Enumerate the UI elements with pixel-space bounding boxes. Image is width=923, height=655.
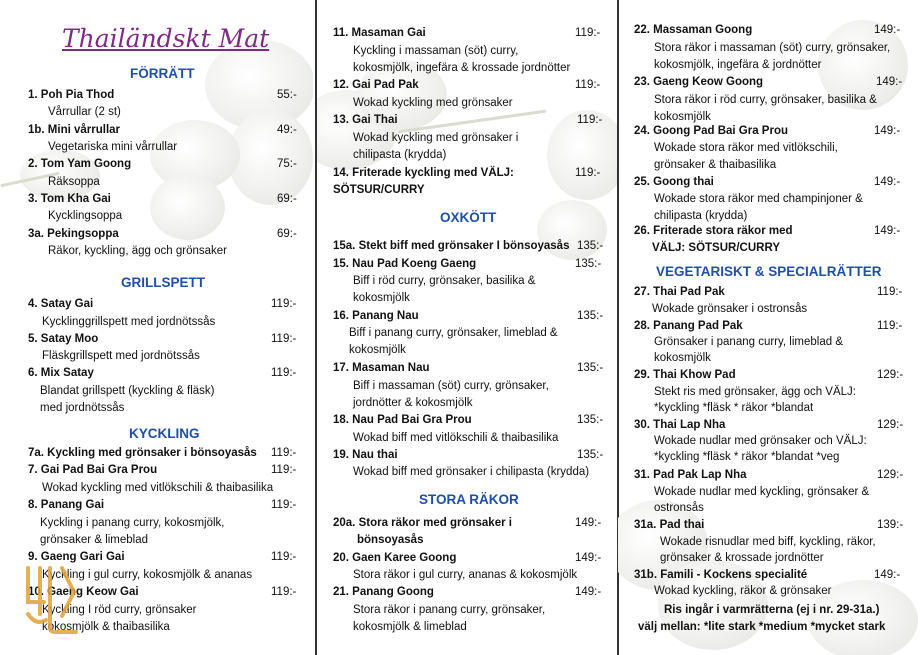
dish-description: Biff i röd curry, grönsaker, basilika & [353,275,536,287]
dish-name: 26. Friterade stora räkor med [634,225,793,237]
dish-description: kokosmjölk [349,344,406,356]
dish-description: Stora räkor i panang curry, grönsaker, [353,604,546,616]
dish-description: Grönsaker i panang curry, limeblad & [654,336,843,348]
dish-name: 5. Satay Moo [28,333,99,345]
dish-price: 119:- [271,298,297,310]
dish-description: Stora räkor i massaman (söt) curry, grönsaker, [654,42,891,54]
dish-price: 149:- [575,552,602,564]
dish-description: Blandat grillspett (kyckling & fläsk) [40,385,215,397]
dish-name: 14. Friterade kyckling med VÄLJ: [333,167,514,179]
dish-name: 25. Goong thai [634,176,714,188]
dish-description: Stora räkor i gul curry, ananas & kokosmjölk [353,569,578,581]
dish-description: kokosmjölk & limeblad [353,621,467,633]
dish-name: 15a. Stekt biff med grönsaker I bönsoyasås [333,240,570,252]
dish-description: Kycklingsoppa [48,210,123,222]
dish-name-continued: VÄLJ: SÖTSUR/CURRY [652,242,780,254]
dish-description: Wokade nudlar med grönsaker och VÄLJ: [654,435,867,447]
dish-price: 55:- [277,89,297,101]
dish-description: Wokad kyckling, räkor & grönsaker [654,585,832,597]
dish-description: Räksoppa [48,176,100,188]
menu-title: Thailändskt Mat [62,24,270,53]
dish-price: 49:- [277,124,297,136]
dish-description: Wokad kyckling med vitlökschili & thaibasilika [42,482,274,494]
dish-description: Wokad biff med grönsaker i chilipasta (krydda) [353,466,590,478]
dish-price: 135:- [577,414,604,426]
dish-description: kokosmjölk [353,292,410,304]
dish-price: 149:- [876,76,903,88]
dish-description: Fläskgrillspett med jordnötssås [42,350,200,362]
dish-name: 2. Tom Yam Goong [28,158,132,170]
dish-name: 7. Gai Pad Bai Gra Prou [28,464,158,476]
dish-name: 4. Satay Gai [28,298,94,310]
dish-name: 27. Thai Pad Pak [634,286,725,298]
dish-description: Kyckling i panang curry, kokosmjölk, [40,517,225,529]
dish-price: 129:- [877,419,904,431]
dish-description: Räkor, kyckling, ägg och grönsaker [48,245,227,257]
dish-name: 8. Panang Gai [28,499,105,511]
section-heading-kyckling: KYCKLING [129,426,200,441]
dish-price: 149:- [874,125,901,137]
dish-price: 119:- [575,27,601,39]
dish-name: 1b. Mini vårrullar [28,124,121,136]
dish-description: chilipasta (krydda) [353,149,447,161]
dish-name-continued: bönsoyasås [357,534,424,546]
dish-name: 31. Pad Pak Lap Nha [634,469,747,481]
spice-level-note: välj mellan: *lite stark *medium *mycket stark [638,621,886,633]
dish-price: 119:- [577,114,603,126]
dish-description: kokosmjölk, ingefära & krossade jordnötter [353,62,571,74]
dish-price: 119:- [271,367,297,379]
dish-name: 7a. Kyckling med grönsaker i bönsoyasås [28,447,257,459]
dish-name: 22. Massaman Goong [634,24,753,36]
dish-description: *kyckling *fläsk * räkor *blandat *veg [654,451,840,463]
dish-price: 135:- [577,240,604,252]
dish-name: 16. Panang Nau [333,310,419,322]
dish-description: Biff i panang curry, grönsaker, limeblad & [349,327,558,339]
section-heading-vegetariskt: VEGETARISKT & SPECIALRÄTTER [656,264,882,279]
dish-description: Vegetariska mini vårrullar [48,141,178,153]
dish-name: 19. Nau thai [333,449,398,461]
dish-description: Kyckling i gul curry, kokosmjölk & ananas [42,569,253,581]
dish-name: 20. Gaen Karee Goong [333,552,457,564]
dish-price: 129:- [877,369,904,381]
dish-price: 119:- [271,447,297,459]
dish-description: Wokade stora räkor med vitlökschili, [654,142,838,154]
restaurant-logo [22,562,82,634]
dish-description: grönsaker & krossade jordnötter [660,552,824,564]
dish-description: Wokade risnudlar med biff, kyckling, räkor, [660,536,876,548]
section-heading-oxkott: OXKÖTT [440,210,497,225]
dish-name: 17. Masaman Nau [333,362,430,374]
dish-description: Kycklinggrillspett med jordnötssås [42,316,216,328]
menu-column-2 [315,0,619,655]
dish-name: 3a. Pekingsoppa [28,228,119,240]
dish-name: 6. Mix Satay [28,367,94,379]
dish-description: Wokade stora räkor med champinjoner & [654,193,863,205]
dish-name: 24. Goong Pad Bai Gra Prou [634,125,789,137]
section-heading-grillspett: GRILLSPETT [121,275,205,290]
dish-price: 119:- [271,551,297,563]
menu-column-3 [618,0,923,655]
dish-name: 18. Nau Pad Bai Gra Prou [333,414,472,426]
dish-description: Wokad kyckling med grönsaker [353,97,513,109]
dish-name: 31a. Pad thai [634,519,705,531]
dish-name: 13. Gai Thai [333,114,398,126]
dish-description: kokosmjölk [654,111,711,123]
dish-description: Stora räkor i röd curry, grönsaker, basilika & [654,94,877,106]
dish-price: 119:- [271,333,297,345]
dish-description: ostronsås [654,502,704,514]
dish-name: 21. Panang Goong [333,586,434,598]
dish-description: kokosmjölk [654,352,711,364]
dish-description: Stekt ris med grönsaker, ägg och VÄLJ: [654,386,856,398]
dish-description: med jordnötssås [40,402,125,414]
dish-name: 3. Tom Kha Gai [28,193,111,205]
menu-column-1 [0,0,313,655]
dish-price: 75:- [277,158,297,170]
dish-price: 135:- [575,258,602,270]
dish-description: *kyckling *fläsk * räkor *blandat [654,402,814,414]
dish-name: 29. Thai Khow Pad [634,369,736,381]
dish-description: Vårrullar (2 st) [48,106,121,118]
dish-description: kokosmjölk, ingefära & jordnötter [654,59,822,71]
dish-price: 119:- [575,167,601,179]
dish-name: 9. Gaeng Gari Gai [28,551,125,563]
dish-description: jordnötter & kokosmjölk [353,397,473,409]
dish-description: Wokade nudlar med kyckling, grönsaker & [654,486,870,498]
dish-price: 119:- [877,320,903,332]
rice-note: Ris ingår i varmrätterna (ej i nr. 29-31a.) [664,604,880,616]
dish-description: grönsaker & thaibasilika [654,159,777,171]
dish-name: 28. Panang Pad Pak [634,320,743,332]
dish-name: 23. Gaeng Keow Goong [634,76,764,88]
dish-name: 12. Gai Pad Pak [333,79,419,91]
dish-name: 10. Gaeng Keow Gai [28,586,139,598]
dish-description: kokosmjölk & thaibasilika [42,621,170,633]
dish-name: 30. Thai Lap Nha [634,419,726,431]
dish-name-continued: SÖTSUR/CURRY [333,184,425,196]
dish-name: 31b. Famili - Kockens specialité [634,569,808,581]
dish-description: Wokade grönsaker i ostronsås [652,303,808,315]
dish-price: 139:- [877,519,904,531]
dish-price: 69:- [277,228,297,240]
dish-price: 135:- [577,362,604,374]
dish-description: grönsaker & limeblad [40,534,149,546]
dish-price: 119:- [877,286,903,298]
section-heading-forratt: FÖRRÄTT [130,66,195,81]
dish-name: 15. Nau Pad Koeng Gaeng [333,258,477,270]
dish-price: 135:- [577,310,604,322]
dish-price: 149:- [874,225,901,237]
dish-name: 1. Poh Pia Thod [28,89,115,101]
dish-name: 11. Masaman Gai [333,27,426,39]
dish-description: Biff i massaman (söt) curry, grönsaker, [353,380,549,392]
dish-price: 119:- [271,464,297,476]
dish-description: Wokad biff med vitlökschili & thaibasilika [353,432,559,444]
dish-price: 149:- [874,569,901,581]
section-heading-stora-rakor: STORA RÄKOR [419,492,519,507]
dish-price: 69:- [277,193,297,205]
dish-description: Wokad kyckling med grönsaker i [353,132,519,144]
dish-description: chilipasta (krydda) [654,210,748,222]
dish-name: 20a. Stora räkor med grönsaker i [333,517,512,529]
dish-price: 119:- [271,499,297,511]
dish-price: 149:- [874,176,901,188]
dish-description: Kyckling i massaman (söt) curry, [353,45,519,57]
dish-price: 119:- [271,586,297,598]
dish-price: 135:- [577,449,604,461]
dish-description: Kyckling I röd curry, grönsaker [42,604,197,616]
dish-price: 149:- [575,517,602,529]
dish-price: 149:- [874,24,901,36]
dish-price: 129:- [877,469,904,481]
dish-price: 149:- [575,586,602,598]
dish-price: 119:- [575,79,601,91]
